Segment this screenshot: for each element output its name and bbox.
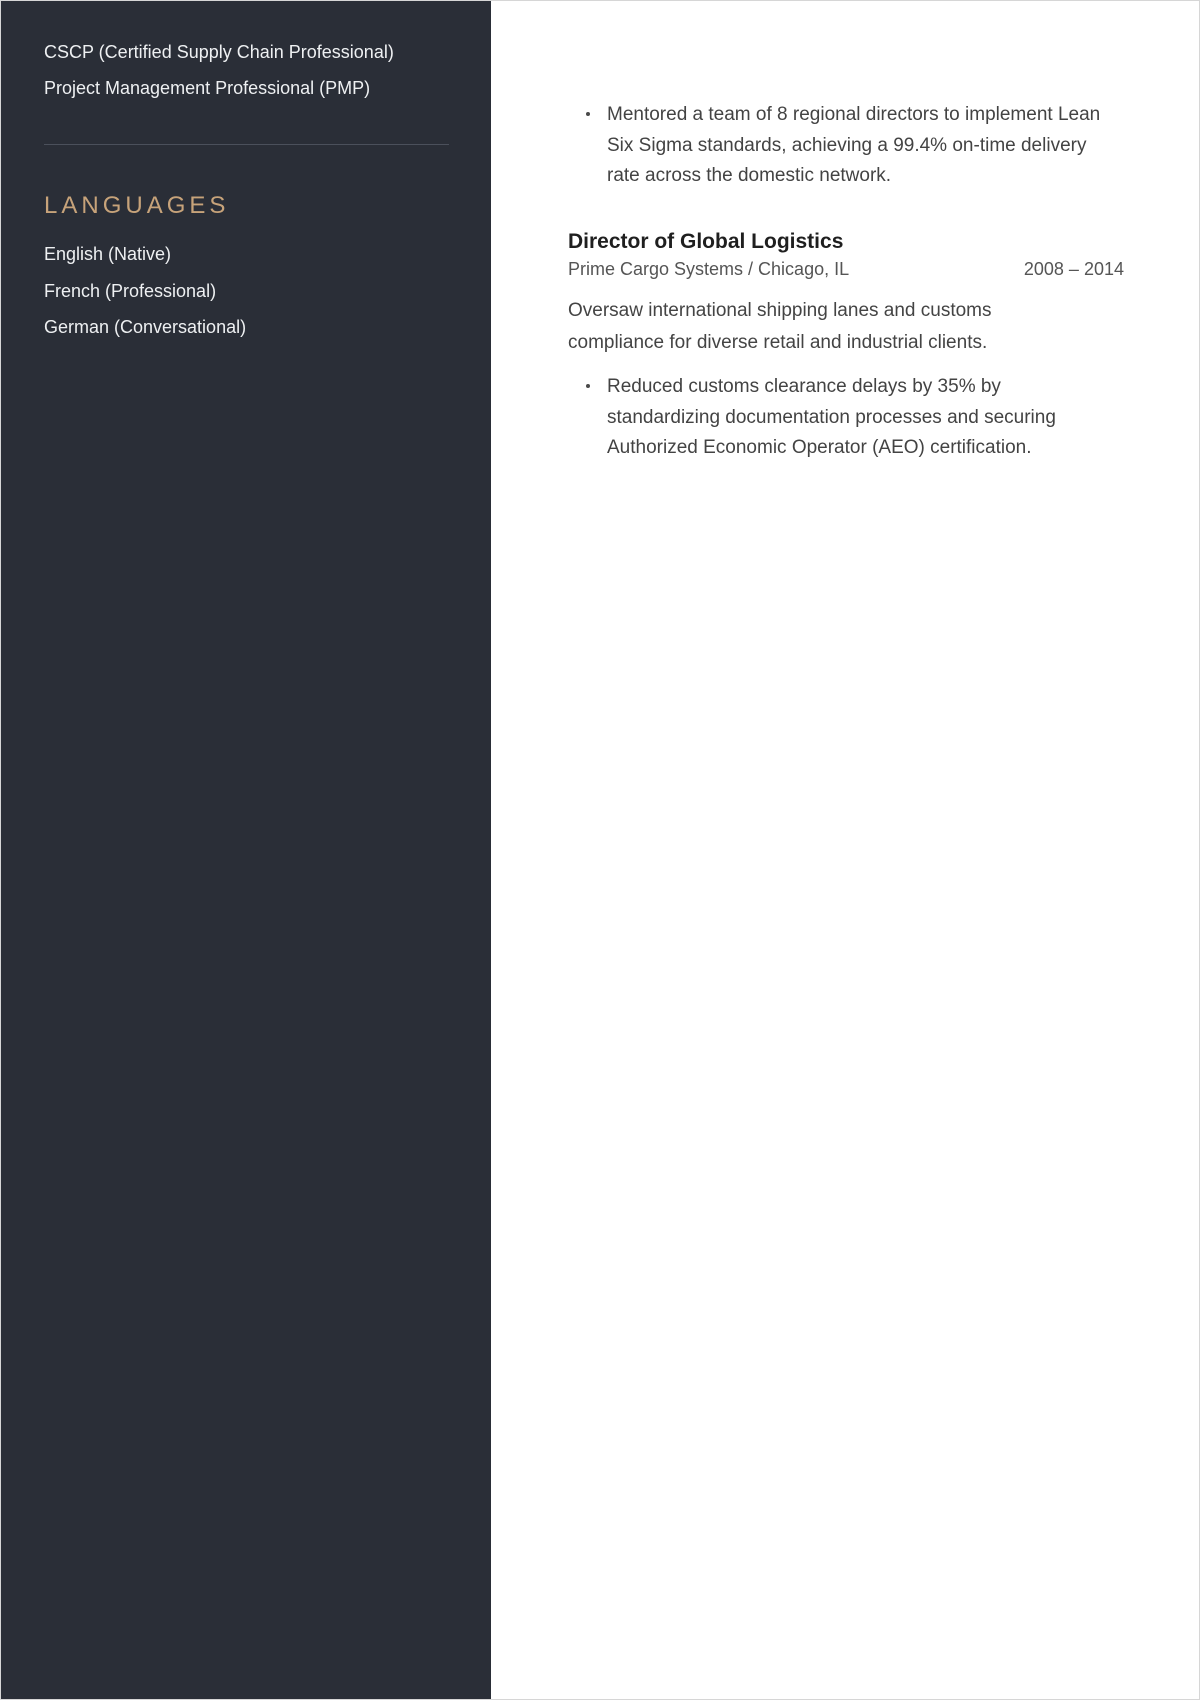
certification-item: CSCP (Certified Supply Chain Professional): [44, 42, 394, 62]
bullet-dot-icon: [586, 384, 590, 388]
job-company-location: Prime Cargo Systems / Chicago, IL: [568, 259, 850, 279]
job-dates: 2008 – 2014: [1023, 259, 1124, 279]
language-item: English (Native): [44, 244, 172, 264]
sidebar: [1, 1, 491, 1699]
bullet-text: Reduced customs clearance delays by 35% by standardizing documentation processes and securing Authorized Economic Operator (AEO) certification.: [607, 376, 1056, 458]
language-item: French (Professional): [44, 281, 217, 301]
sidebar-divider: [44, 144, 449, 145]
job-title: Director of Global Logistics: [568, 230, 844, 253]
main-content: [491, 1, 1199, 1699]
bullet-dot-icon: [586, 112, 590, 116]
language-item: German (Conversational): [44, 317, 247, 337]
job-summary: Oversaw international shipping lanes and customs compliance for diverse retail and industrial clients.: [568, 300, 992, 353]
bullet-text: Mentored a team of 8 regional directors to implement Lean Six Sigma standards, achieving a 99.4% on-time delivery rate across the domestic network.: [607, 104, 1101, 186]
certification-item: Project Management Professional (PMP): [44, 78, 371, 98]
languages-heading: LANGUAGES: [44, 192, 230, 219]
